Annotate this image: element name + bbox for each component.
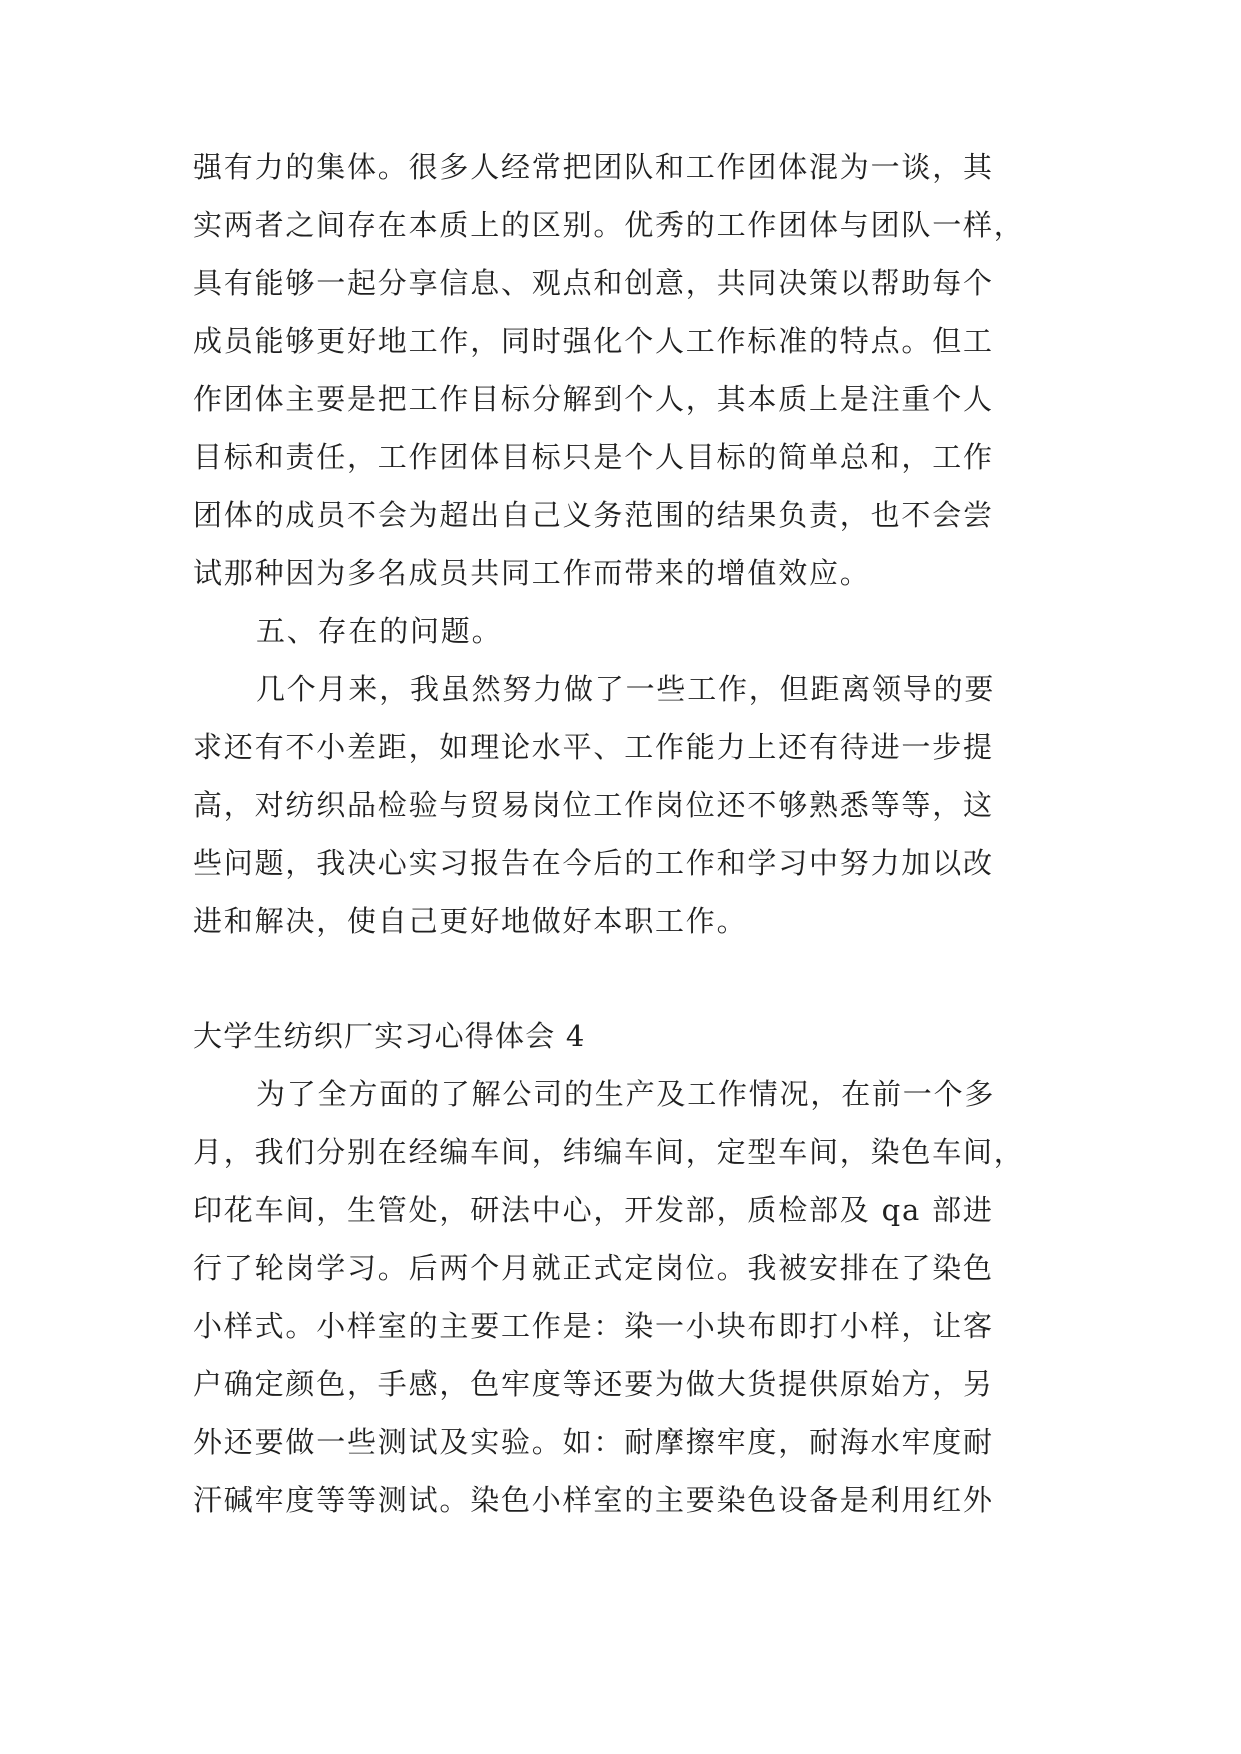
paragraph-line: 月，我们分别在经编车间，纬编车间，定型车间，染色车间， (193, 1135, 1025, 1169)
paragraph-line: 为了全方面的了解公司的生产及工作情况，在前一个多 (256, 1077, 996, 1111)
paragraph-line: 些问题，我决心实习报告在今后的工作和学习中努力加以改 (193, 846, 994, 880)
paragraph-line: 团体的成员不会为超出自己义务范围的结果负责，也不会尝 (193, 498, 994, 532)
paragraph-line: 小样式。小样室的主要工作是：染一小块布即打小样，让客 (193, 1309, 994, 1343)
paragraph-line: 具有能够一起分享信息、观点和创意，共同决策以帮助每个 (193, 266, 994, 300)
paragraph-line: 行了轮岗学习。后两个月就正式定岗位。我被安排在了染色 (193, 1251, 994, 1285)
paragraph-line: 印花车间，生管处，研法中心，开发部，质检部及 qa 部进 (193, 1193, 994, 1227)
paragraph-line: 求还有不小差距，如理论水平、工作能力上还有待进一步提 (193, 730, 994, 764)
paragraph-line: 进和解决，使自己更好地做好本职工作。 (193, 904, 748, 938)
article-title: 大学生纺织厂实习心得体会 4 (193, 1019, 586, 1053)
paragraph-line: 目标和责任，工作团体目标只是个人目标的简单总和，工作 (193, 440, 994, 474)
paragraph-line: 实两者之间存在本质上的区别。优秀的工作团体与团队一样， (193, 208, 1025, 242)
paragraph-line: 强有力的集体。很多人经常把团队和工作团体混为一谈，其 (193, 150, 994, 184)
paragraph-line: 高，对纺织品检验与贸易岗位工作岗位还不够熟悉等等，这 (193, 788, 994, 822)
paragraph-line: 外还要做一些测试及实验。如：耐摩擦牢度，耐海水牢度耐 (193, 1425, 994, 1459)
paragraph-line: 成员能够更好地工作，同时强化个人工作标准的特点。但工 (193, 324, 994, 358)
paragraph-line: 几个月来，我虽然努力做了一些工作，但距离领导的要 (256, 672, 996, 706)
paragraph-line: 试那种因为多名成员共同工作而带来的增值效应。 (193, 556, 871, 590)
paragraph-line: 汗碱牢度等等测试。染色小样室的主要染色设备是利用红外 (193, 1483, 994, 1517)
paragraph-line: 户确定颜色，手感，色牢度等还要为做大货提供原始方，另 (193, 1367, 994, 1401)
section-heading: 五、存在的问题。 (256, 614, 503, 648)
paragraph-line: 作团体主要是把工作目标分解到个人，其本质上是注重个人 (193, 382, 994, 416)
